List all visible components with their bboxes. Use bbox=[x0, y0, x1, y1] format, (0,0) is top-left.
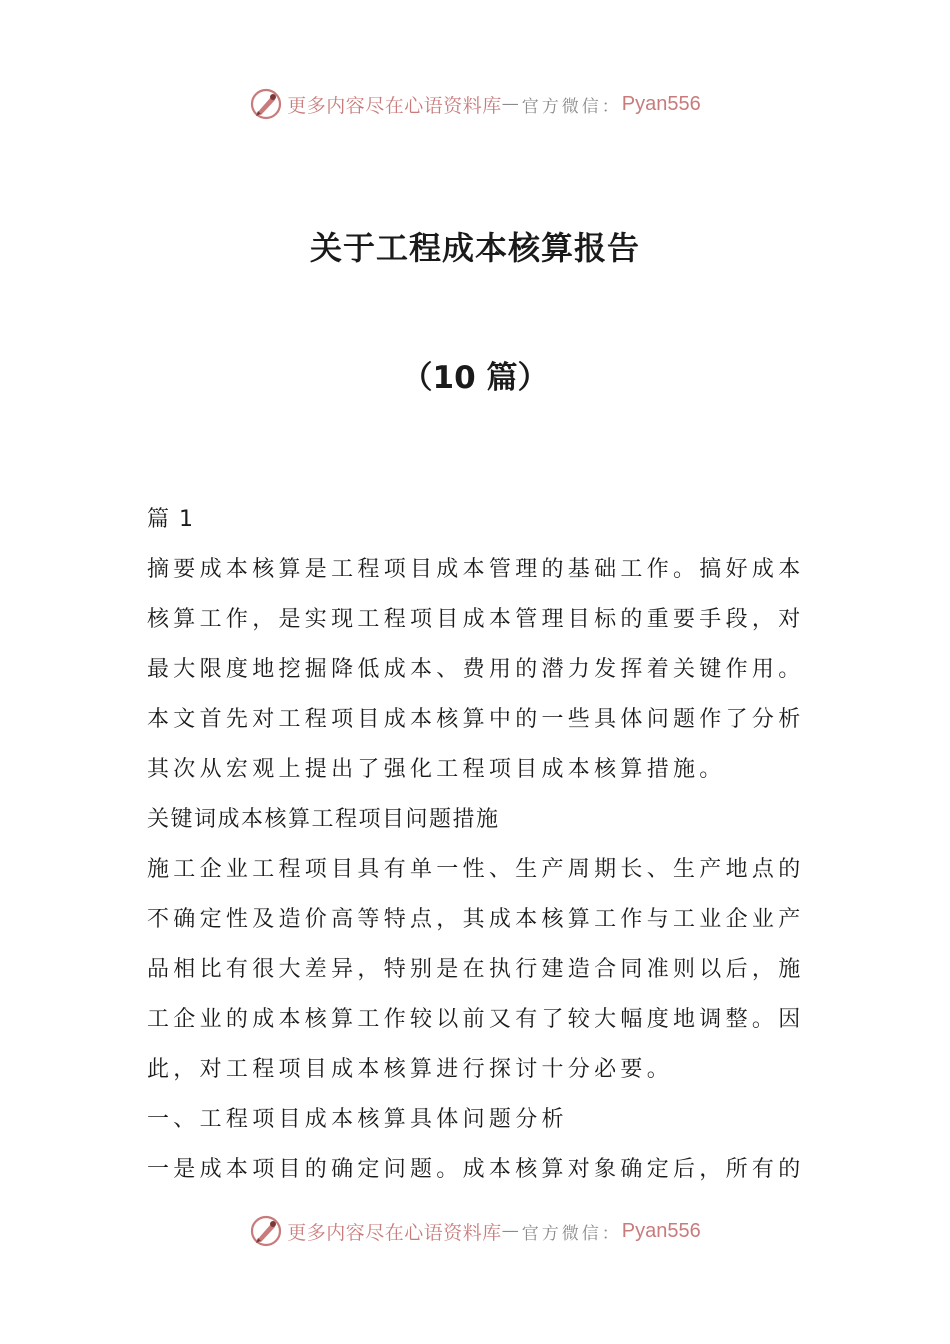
watermark-wechat-id: Pyan556 bbox=[621, 92, 701, 115]
pen-logo-icon bbox=[249, 1214, 283, 1248]
paragraph-line: 此，对工程项目成本核算进行探讨十分必要。 bbox=[147, 1057, 674, 1082]
paragraph-line: 不确定性及造价高等特点，其成本核算工作与工业企业产 bbox=[147, 907, 805, 932]
paragraph-line: 本文首先对工程项目成本核算中的一些具体问题作了分析 bbox=[147, 707, 805, 732]
paragraph-line: 其次从宏观上提出了强化工程项目成本核算措施。 bbox=[147, 757, 726, 782]
header-watermark bbox=[0, 84, 950, 124]
paragraph-line: 施工企业工程项目具有单一性、生产周期长、生产地点的 bbox=[147, 857, 805, 882]
paragraph-line: 最大限度地挖掘降低成本、费用的潜力发挥着关键作用。 bbox=[147, 657, 805, 682]
section-heading: 篇 1 bbox=[147, 507, 195, 532]
subsection-heading: 一、工程项目成本核算具体问题分析 bbox=[147, 1107, 568, 1132]
paragraph-line: 工企业的成本核算工作较以前又有了较大幅度地调整。因 bbox=[147, 1007, 805, 1032]
watermark-sub-text: 官方微信： bbox=[521, 1223, 622, 1244]
paragraph-line: 品相比有很大差异，特别是在执行建造合同准则以后，施 bbox=[147, 957, 805, 982]
document-title: 关于工程成本核算报告 bbox=[309, 229, 640, 267]
pen-logo-icon bbox=[249, 87, 283, 121]
watermark-main-text: 更多内容尽在心语资料库 bbox=[287, 94, 502, 117]
keywords-line: 关键词成本核算工程项目问题措施 bbox=[147, 807, 500, 832]
watermark-dash: — bbox=[501, 94, 522, 114]
footer-watermark bbox=[0, 1211, 950, 1251]
watermark-dash: — bbox=[501, 1221, 522, 1241]
paragraph-line: 核算工作，是实现工程项目成本管理目标的重要手段，对 bbox=[147, 607, 805, 632]
paragraph-line: 一是成本项目的确定问题。成本核算对象确定后，所有的 bbox=[147, 1157, 805, 1182]
document-subtitle: （10 篇） bbox=[401, 360, 549, 396]
paragraph-line: 摘要成本核算是工程项目成本管理的基础工作。搞好成本 bbox=[147, 557, 805, 582]
document-body bbox=[147, 495, 807, 1195]
watermark-sub-text: 官方微信： bbox=[521, 96, 622, 117]
watermark-wechat-id: Pyan556 bbox=[621, 1219, 701, 1242]
watermark-main-text: 更多内容尽在心语资料库 bbox=[287, 1221, 502, 1244]
